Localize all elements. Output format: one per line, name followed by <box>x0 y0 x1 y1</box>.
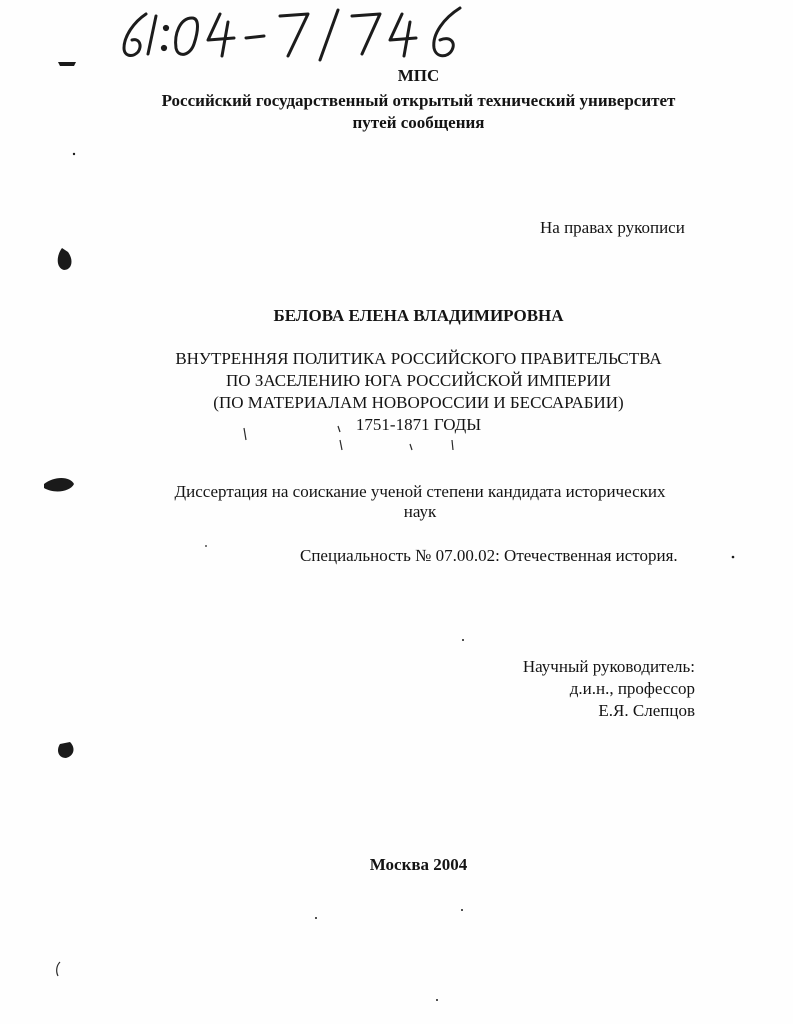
university-name-line2: путей сообщения <box>352 113 485 132</box>
ministry-abbreviation: МПС <box>397 66 440 85</box>
rights-note: На правах рукописи <box>540 218 685 237</box>
author-name: БЕЛОВА ЕЛЕНА ВЛАДИМИРОВНА <box>273 306 564 325</box>
supervisor-name: Е.Я. Слепцов <box>598 701 695 720</box>
supervisor-degree: д.и.н., профессор <box>569 679 695 698</box>
specialty-line: Специальность № 07.00.02: Отечественная история. <box>300 546 678 565</box>
university-name <box>22 90 793 134</box>
title-line4: 1751-1871 ГОДЫ <box>355 415 482 434</box>
supervisor-label: Научный руководитель: <box>522 657 695 676</box>
handwritten-archive-number <box>112 4 492 64</box>
city-year: Москва 2004 <box>369 855 468 874</box>
title-line1: ВНУТРЕННЯЯ ПОЛИТИКА РОССИЙСКОГО ПРАВИТЕЛЬСТВА <box>175 349 662 368</box>
university-name-line1: Российский государственный открытый технический университет <box>161 91 676 110</box>
supervisor-block <box>523 656 695 722</box>
dissertation-degree-statement: Диссертация на соискание ученой степени кандидата исторических наук <box>174 482 666 521</box>
title-line2: ПО ЗАСЕЛЕНИЮ ЮГА РОССИЙСКОЙ ИМПЕРИИ <box>226 371 611 390</box>
title-line3: (ПО МАТЕРИАЛАМ НОВОРОССИИ И БЕССАРАБИИ) <box>213 393 624 412</box>
dissertation-title <box>22 348 793 436</box>
